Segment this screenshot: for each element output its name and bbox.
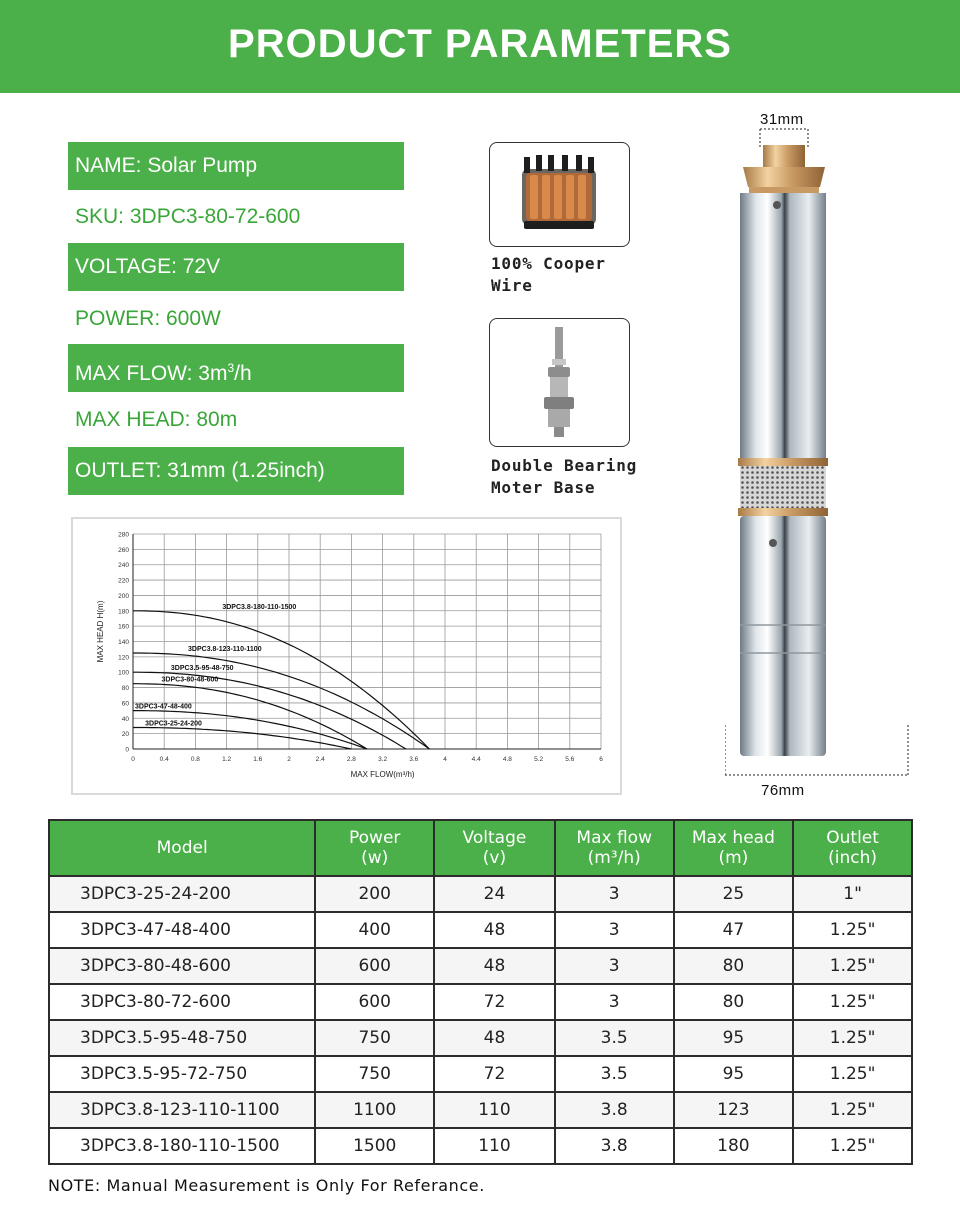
table-cell: 600	[315, 948, 434, 984]
y-tick-label: 240	[118, 562, 129, 570]
table-cell: 3	[555, 912, 674, 948]
copper-wire-image-box	[489, 142, 630, 247]
x-tick-label: 0.4	[159, 756, 169, 763]
table-cell: 48	[434, 912, 555, 948]
spec-max-flow-text: MAX FLOW: 3m	[75, 362, 228, 385]
spec-max-flow-unit: /h	[234, 362, 252, 385]
table-cell: 110	[434, 1128, 555, 1164]
x-tick-label: 6	[599, 756, 603, 763]
column-header-unit: (m³/h)	[587, 848, 641, 868]
x-tick-label: 3.2	[378, 756, 388, 763]
column-header	[434, 820, 555, 876]
x-tick-label: 1.2	[222, 756, 232, 763]
column-header	[793, 820, 912, 876]
table-row	[49, 876, 912, 912]
spec-power: POWER: 600W	[75, 307, 221, 330]
x-tick-label: 4.4	[471, 756, 481, 763]
curve-label: 3DPC3.8-180-110-1500	[222, 603, 297, 611]
column-header-unit: (m)	[718, 848, 749, 868]
table-cell: 80	[674, 984, 794, 1020]
x-tick-label: 0	[131, 756, 135, 763]
copper-wire-label-line1: 100% Cooper	[491, 254, 606, 273]
y-tick-label: 280	[118, 531, 129, 539]
table-row	[49, 948, 912, 984]
table-cell: 3	[555, 984, 674, 1020]
table-row	[49, 1092, 912, 1128]
column-header-title: Outlet	[826, 828, 879, 848]
y-tick-label: 40	[121, 715, 129, 723]
table-cell: 3	[555, 948, 674, 984]
spec-max-flow	[68, 344, 404, 392]
table-cell: 1.25"	[793, 1056, 912, 1092]
table-cell: 110	[434, 1092, 555, 1128]
table-cell: 400	[315, 912, 434, 948]
table-cell: 72	[434, 1056, 555, 1092]
table-cell: 3DPC3.8-123-110-1100	[49, 1092, 315, 1128]
column-header-title: Power	[349, 828, 401, 848]
table-cell: 80	[674, 948, 794, 984]
spec-sku: SKU: 3DPC3-80-72-600	[75, 205, 301, 228]
table-cell: 3DPC3.8-180-110-1500	[49, 1128, 315, 1164]
column-header-unit: (v)	[482, 848, 507, 868]
y-tick-label: 160	[118, 623, 129, 631]
column-header	[315, 820, 434, 876]
y-tick-label: 80	[121, 685, 129, 693]
column-header-title: Max flow	[576, 828, 652, 848]
table-cell: 1100	[315, 1092, 434, 1128]
x-tick-label: 3.6	[409, 756, 419, 763]
table-row	[49, 912, 912, 948]
column-header	[49, 820, 315, 876]
table-cell: 3DPC3-25-24-200	[49, 876, 315, 912]
x-tick-label: 2	[287, 756, 291, 763]
y-tick-label: 260	[118, 546, 129, 554]
y-tick-label: 200	[118, 592, 129, 600]
table-cell: 72	[434, 984, 555, 1020]
x-tick-label: 2.8	[346, 756, 356, 763]
table-cell: 750	[315, 1056, 434, 1092]
table-cell: 3.8	[555, 1128, 674, 1164]
column-header-unit: (w)	[361, 848, 389, 868]
spec-voltage: VOLTAGE: 72V	[68, 243, 404, 291]
bearing-image-box	[489, 318, 630, 447]
bearing-label-line2: Moter Base	[491, 478, 596, 497]
table-cell: 600	[315, 984, 434, 1020]
column-header-title: Max head	[691, 828, 775, 848]
table-cell: 3	[555, 876, 674, 912]
y-tick-label: 140	[118, 639, 129, 646]
y-tick-label: 20	[121, 731, 129, 739]
footnote: NOTE: Manual Measurement is Only For Referance.	[48, 1176, 485, 1195]
table-cell: 1.25"	[793, 1020, 912, 1056]
table-cell: 3DPC3.5-95-48-750	[49, 1020, 315, 1056]
y-tick-label: 180	[118, 608, 129, 616]
x-axis-label: MAX FLOW(m³/h)	[350, 770, 415, 779]
x-tick-label: 2.4	[315, 756, 325, 763]
table-row	[49, 1056, 912, 1092]
header-banner	[0, 0, 960, 93]
column-header	[674, 820, 794, 876]
y-axis-label: MAX HEAD H(m)	[96, 600, 105, 663]
x-tick-label: 4	[443, 756, 447, 763]
curve-label: 3DPC3-25-24-200	[145, 720, 202, 728]
curve-label: 3DPC3.5-95-48-750	[170, 665, 234, 673]
table-cell: 3.5	[555, 1020, 674, 1056]
table-cell: 95	[674, 1056, 794, 1092]
table-cell: 95	[674, 1020, 794, 1056]
table-row	[49, 1128, 912, 1164]
column-header-unit: (inch)	[828, 848, 878, 868]
model-spec-table	[48, 819, 913, 1165]
dimension-bottom-label: 76mm	[761, 782, 805, 799]
x-tick-label: 4.8	[502, 756, 512, 763]
table-cell: 180	[674, 1128, 794, 1164]
column-header	[555, 820, 674, 876]
table-cell: 3.8	[555, 1092, 674, 1128]
table-cell: 1.25"	[793, 1092, 912, 1128]
y-tick-label: 100	[118, 669, 129, 677]
table-cell: 1.25"	[793, 948, 912, 984]
pump-illustration	[725, 125, 925, 785]
column-header-title: Voltage	[462, 828, 527, 848]
motor-shaft-icon	[490, 319, 628, 445]
table-cell: 48	[434, 948, 555, 984]
copper-stator-icon	[490, 143, 628, 245]
x-tick-label: 0.8	[190, 756, 200, 763]
table-row	[49, 984, 912, 1020]
table-cell: 3DPC3.5-95-72-750	[49, 1056, 315, 1092]
table-header-row	[49, 820, 912, 876]
curve-label: 3DPC3.8-123-110-1100	[188, 646, 262, 654]
table-cell: 3DPC3-80-48-600	[49, 948, 315, 984]
table-cell: 1500	[315, 1128, 434, 1164]
table-cell: 24	[434, 876, 555, 912]
x-tick-label: 1.6	[253, 756, 263, 763]
spec-name: NAME: Solar Pump	[68, 142, 404, 190]
table-cell: 1.25"	[793, 912, 912, 948]
table-cell: 3DPC3-47-48-400	[49, 912, 315, 948]
y-tick-label: 60	[121, 700, 129, 708]
page-title: PRODUCT PARAMETERS	[228, 22, 732, 66]
spec-max-flow-sup: 3	[227, 361, 235, 375]
performance-chart-svg	[73, 519, 620, 793]
column-header-title: Model	[156, 838, 208, 858]
y-tick-label: 120	[118, 654, 129, 662]
table-cell: 123	[674, 1092, 794, 1128]
dimension-top-label: 31mm	[760, 111, 804, 128]
spec-outlet: OUTLET: 31mm (1.25inch)	[68, 447, 404, 495]
table-cell: 3.5	[555, 1056, 674, 1092]
table-cell: 48	[434, 1020, 555, 1056]
table-cell: 1"	[793, 876, 912, 912]
table-cell: 3DPC3-80-72-600	[49, 984, 315, 1020]
x-tick-label: 5.2	[534, 756, 544, 763]
bearing-label-line1: Double Bearing	[491, 456, 638, 475]
performance-chart	[71, 517, 622, 795]
copper-wire-label	[491, 253, 641, 297]
copper-wire-label-line2: Wire	[491, 276, 533, 295]
table-body	[49, 876, 912, 1164]
table-cell: 200	[315, 876, 434, 912]
table-cell: 750	[315, 1020, 434, 1056]
y-tick-label: 220	[118, 577, 129, 585]
curve-label: 3DPC3-80-48-600	[161, 676, 219, 684]
bearing-label	[491, 455, 641, 499]
table-cell: 1.25"	[793, 1128, 912, 1164]
table-cell: 47	[674, 912, 794, 948]
spec-max-head: MAX HEAD: 80m	[75, 408, 238, 431]
table-row	[49, 1020, 912, 1056]
curve-label: 3DPC3-47-48-400	[135, 703, 192, 711]
x-tick-label: 5.6	[565, 756, 575, 763]
table-cell: 1.25"	[793, 984, 912, 1020]
performance-curve	[133, 728, 351, 750]
y-tick-label: 0	[125, 746, 129, 754]
table-cell: 25	[674, 876, 794, 912]
